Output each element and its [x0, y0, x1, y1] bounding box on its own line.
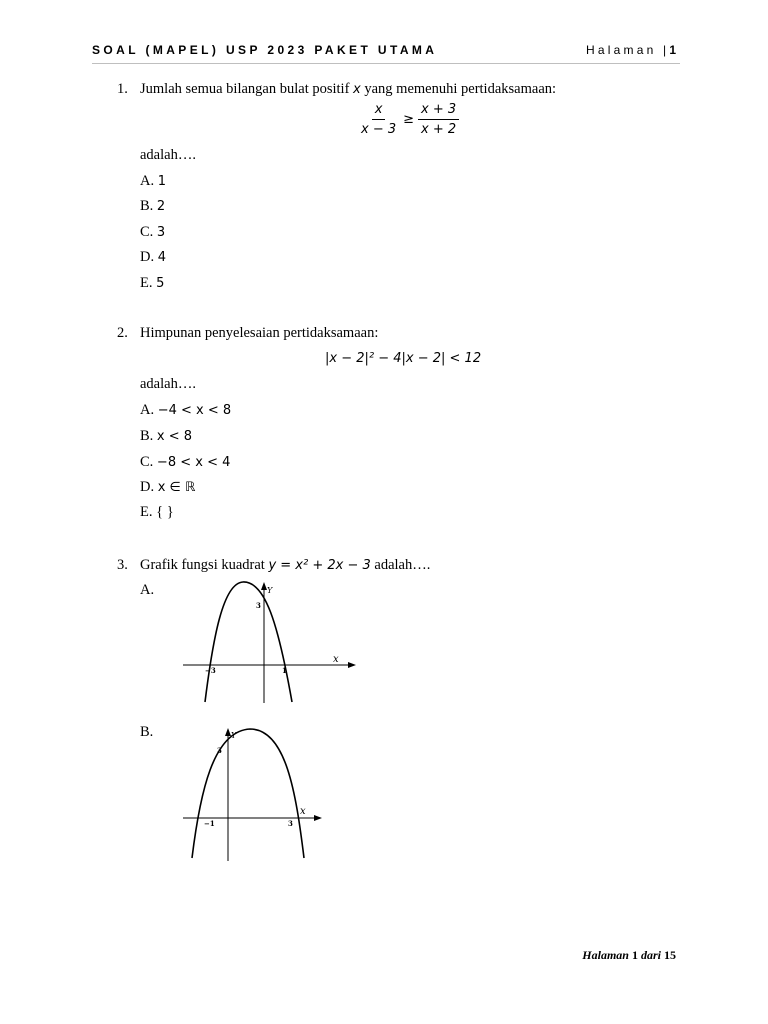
page-footer: Halaman 1 dari 15: [582, 948, 676, 962]
graph-b-root-right: 3: [288, 819, 293, 828]
graph-b-parabola: [192, 729, 304, 858]
question-1-lhs-fraction: $\frac{x}{x - 3}$: [361, 102, 397, 137]
question-1-option-b[interactable]: B. 2: [140, 198, 166, 214]
graph-a-x-arrow: [348, 662, 356, 668]
page-header: [92, 43, 680, 64]
question-2-adalah: adalah….: [140, 376, 196, 392]
header-title: SOAL (MAPEL) USP 2023 PAKET UTAMA: [92, 43, 438, 57]
footer-page-number: 1: [631, 948, 638, 962]
graph-b-y-label: Y: [231, 731, 237, 740]
question-3-number: 3.: [117, 557, 128, 573]
graph-a-root-right: 1: [282, 666, 287, 675]
question-3-option-a[interactable]: A.: [140, 582, 155, 598]
graph-b-y-intercept: 3: [217, 746, 222, 755]
question-2-option-e[interactable]: E. { }: [140, 504, 174, 520]
question-1-rhs-fraction: $\frac{x + 3}{x + 2}$: [418, 102, 459, 137]
graph-b-root-left: −1: [204, 819, 215, 828]
question-1-option-d[interactable]: D. 4: [140, 249, 167, 265]
question-1-variable: x: [353, 82, 361, 97]
graph-a-root-left: −3: [205, 666, 216, 675]
graph-a-y-intercept: 3: [256, 601, 261, 610]
question-2-option-c[interactable]: C. −8 < x < 4: [140, 454, 231, 470]
question-2-expression: |x − 2|² − 4|x − 2| < 12: [325, 351, 482, 366]
graph-option-b: [178, 723, 328, 863]
question-1-inequality: [358, 102, 459, 137]
question-2-option-b[interactable]: B. x < 8: [140, 428, 193, 444]
graph-a-parabola: [205, 582, 292, 702]
question-3-equation: y = x² + 2x − 3: [268, 558, 371, 573]
graph-a-x-label: x: [333, 654, 339, 665]
graph-b-x-label: x: [300, 806, 306, 817]
question-1-adalah: adalah….: [140, 147, 196, 163]
graph-b-x-arrow: [314, 815, 322, 821]
question-2-option-d[interactable]: D. x ∈ ℝ: [140, 479, 196, 495]
question-1-text: Jumlah semua bilangan bulat positif x yang memenuhi pertidaksamaan:: [140, 81, 557, 97]
question-1-option-a[interactable]: A. 1: [140, 173, 167, 189]
footer-total-pages: 15: [664, 948, 676, 962]
question-1-relation: ≥: [403, 112, 415, 127]
question-2-option-a[interactable]: A. −4 < x < 8: [140, 402, 232, 418]
question-1-option-e[interactable]: E. 5: [140, 275, 165, 291]
header-page-number: 1: [669, 43, 676, 57]
question-1-option-c[interactable]: C. 3: [140, 224, 166, 240]
question-1-number: 1.: [117, 81, 128, 97]
header-page-indicator: Halaman |1: [586, 43, 676, 57]
question-3-option-b[interactable]: B.: [140, 724, 154, 740]
graph-option-a: [178, 578, 358, 708]
question-2-number: 2.: [117, 325, 128, 341]
question-3-text: Grafik fungsi kuadrat y = x² + 2x − 3 adalah….: [140, 557, 431, 573]
question-2-text: Himpunan penyelesaian pertidaksamaan:: [140, 325, 379, 341]
graph-a-y-label: Y: [267, 586, 273, 595]
